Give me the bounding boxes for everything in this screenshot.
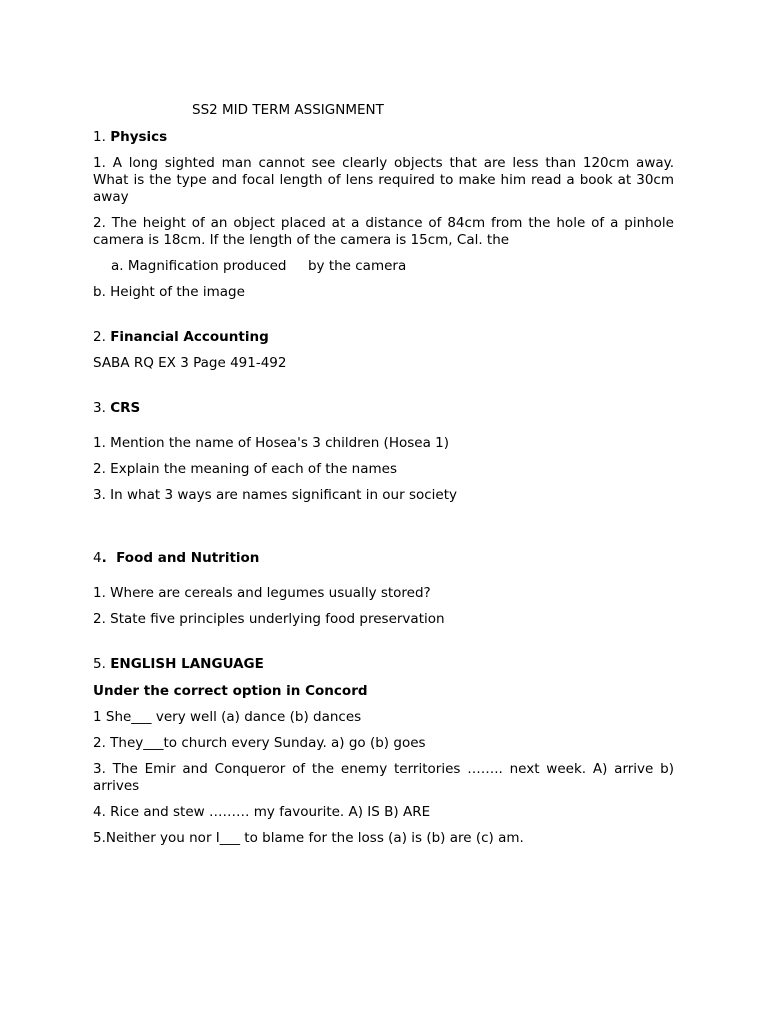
document-page	[93, 101, 674, 856]
section-name: . Food and Nutrition	[101, 550, 260, 566]
english-question-1: 1 She___ very well (a) dance (b) dances	[93, 709, 362, 725]
english-instruction: Under the correct option in Concord	[93, 683, 368, 699]
food-question-2: 2. State five principles underlying food preservation	[93, 611, 445, 627]
english-question-5: 5.Neither you nor I___ to blame for the loss (a) is (b) are (c) am.	[93, 830, 524, 846]
section-number: 1.	[93, 129, 106, 145]
section-heading-physics	[93, 128, 674, 146]
section-number: 3.	[93, 400, 106, 416]
food-question-1: 1. Where are cereals and legumes usually stored?	[93, 585, 431, 601]
section-name: ENGLISH LANGUAGE	[110, 656, 264, 672]
section-heading-financial-accounting	[93, 328, 674, 346]
section-number: 4	[93, 550, 102, 566]
physics-question-2: 2. The height of an object placed at a distance of 84cm from the hole of a pinhole camera is 18cm. If the length of the camera is 15cm, Cal. the	[93, 215, 674, 248]
section-number: 5.	[93, 656, 106, 672]
section-name: CRS	[110, 400, 141, 416]
section-number: 2.	[93, 329, 106, 345]
physics-question-1: 1. A long sighted man cannot see clearly objects that are less than 120cm away. What is the type and focal length of lens required to make him read a book at 30cm away	[93, 155, 674, 205]
english-question-4: 4. Rice and stew ……… my favourite. A) IS B) ARE	[93, 804, 431, 820]
section-heading-crs	[93, 399, 674, 417]
crs-question-1: 1. Mention the name of Hosea's 3 children (Hosea 1)	[93, 435, 449, 451]
accounting-item-1: SABA RQ EX 3 Page 491-492	[93, 355, 287, 371]
crs-question-3: 3. In what 3 ways are names significant in our society	[93, 487, 458, 503]
english-question-3: 3. The Emir and Conqueror of the enemy territories …….. next week. A) arrive b) arrives	[93, 761, 674, 794]
crs-question-2: 2. Explain the meaning of each of the names	[93, 461, 398, 477]
english-question-2: 2. They___to church every Sunday. a) go (b) goes	[93, 735, 426, 751]
section-heading-english	[93, 655, 674, 673]
document-title: SS2 MID TERM ASSIGNMENT	[192, 102, 384, 118]
physics-question-2b: b. Height of the image	[93, 284, 245, 300]
section-name: Financial Accounting	[110, 329, 269, 345]
section-heading-food-nutrition	[93, 549, 674, 567]
section-name: Physics	[110, 129, 168, 145]
physics-question-2a: a. Magnification produced by the camera	[111, 258, 407, 274]
